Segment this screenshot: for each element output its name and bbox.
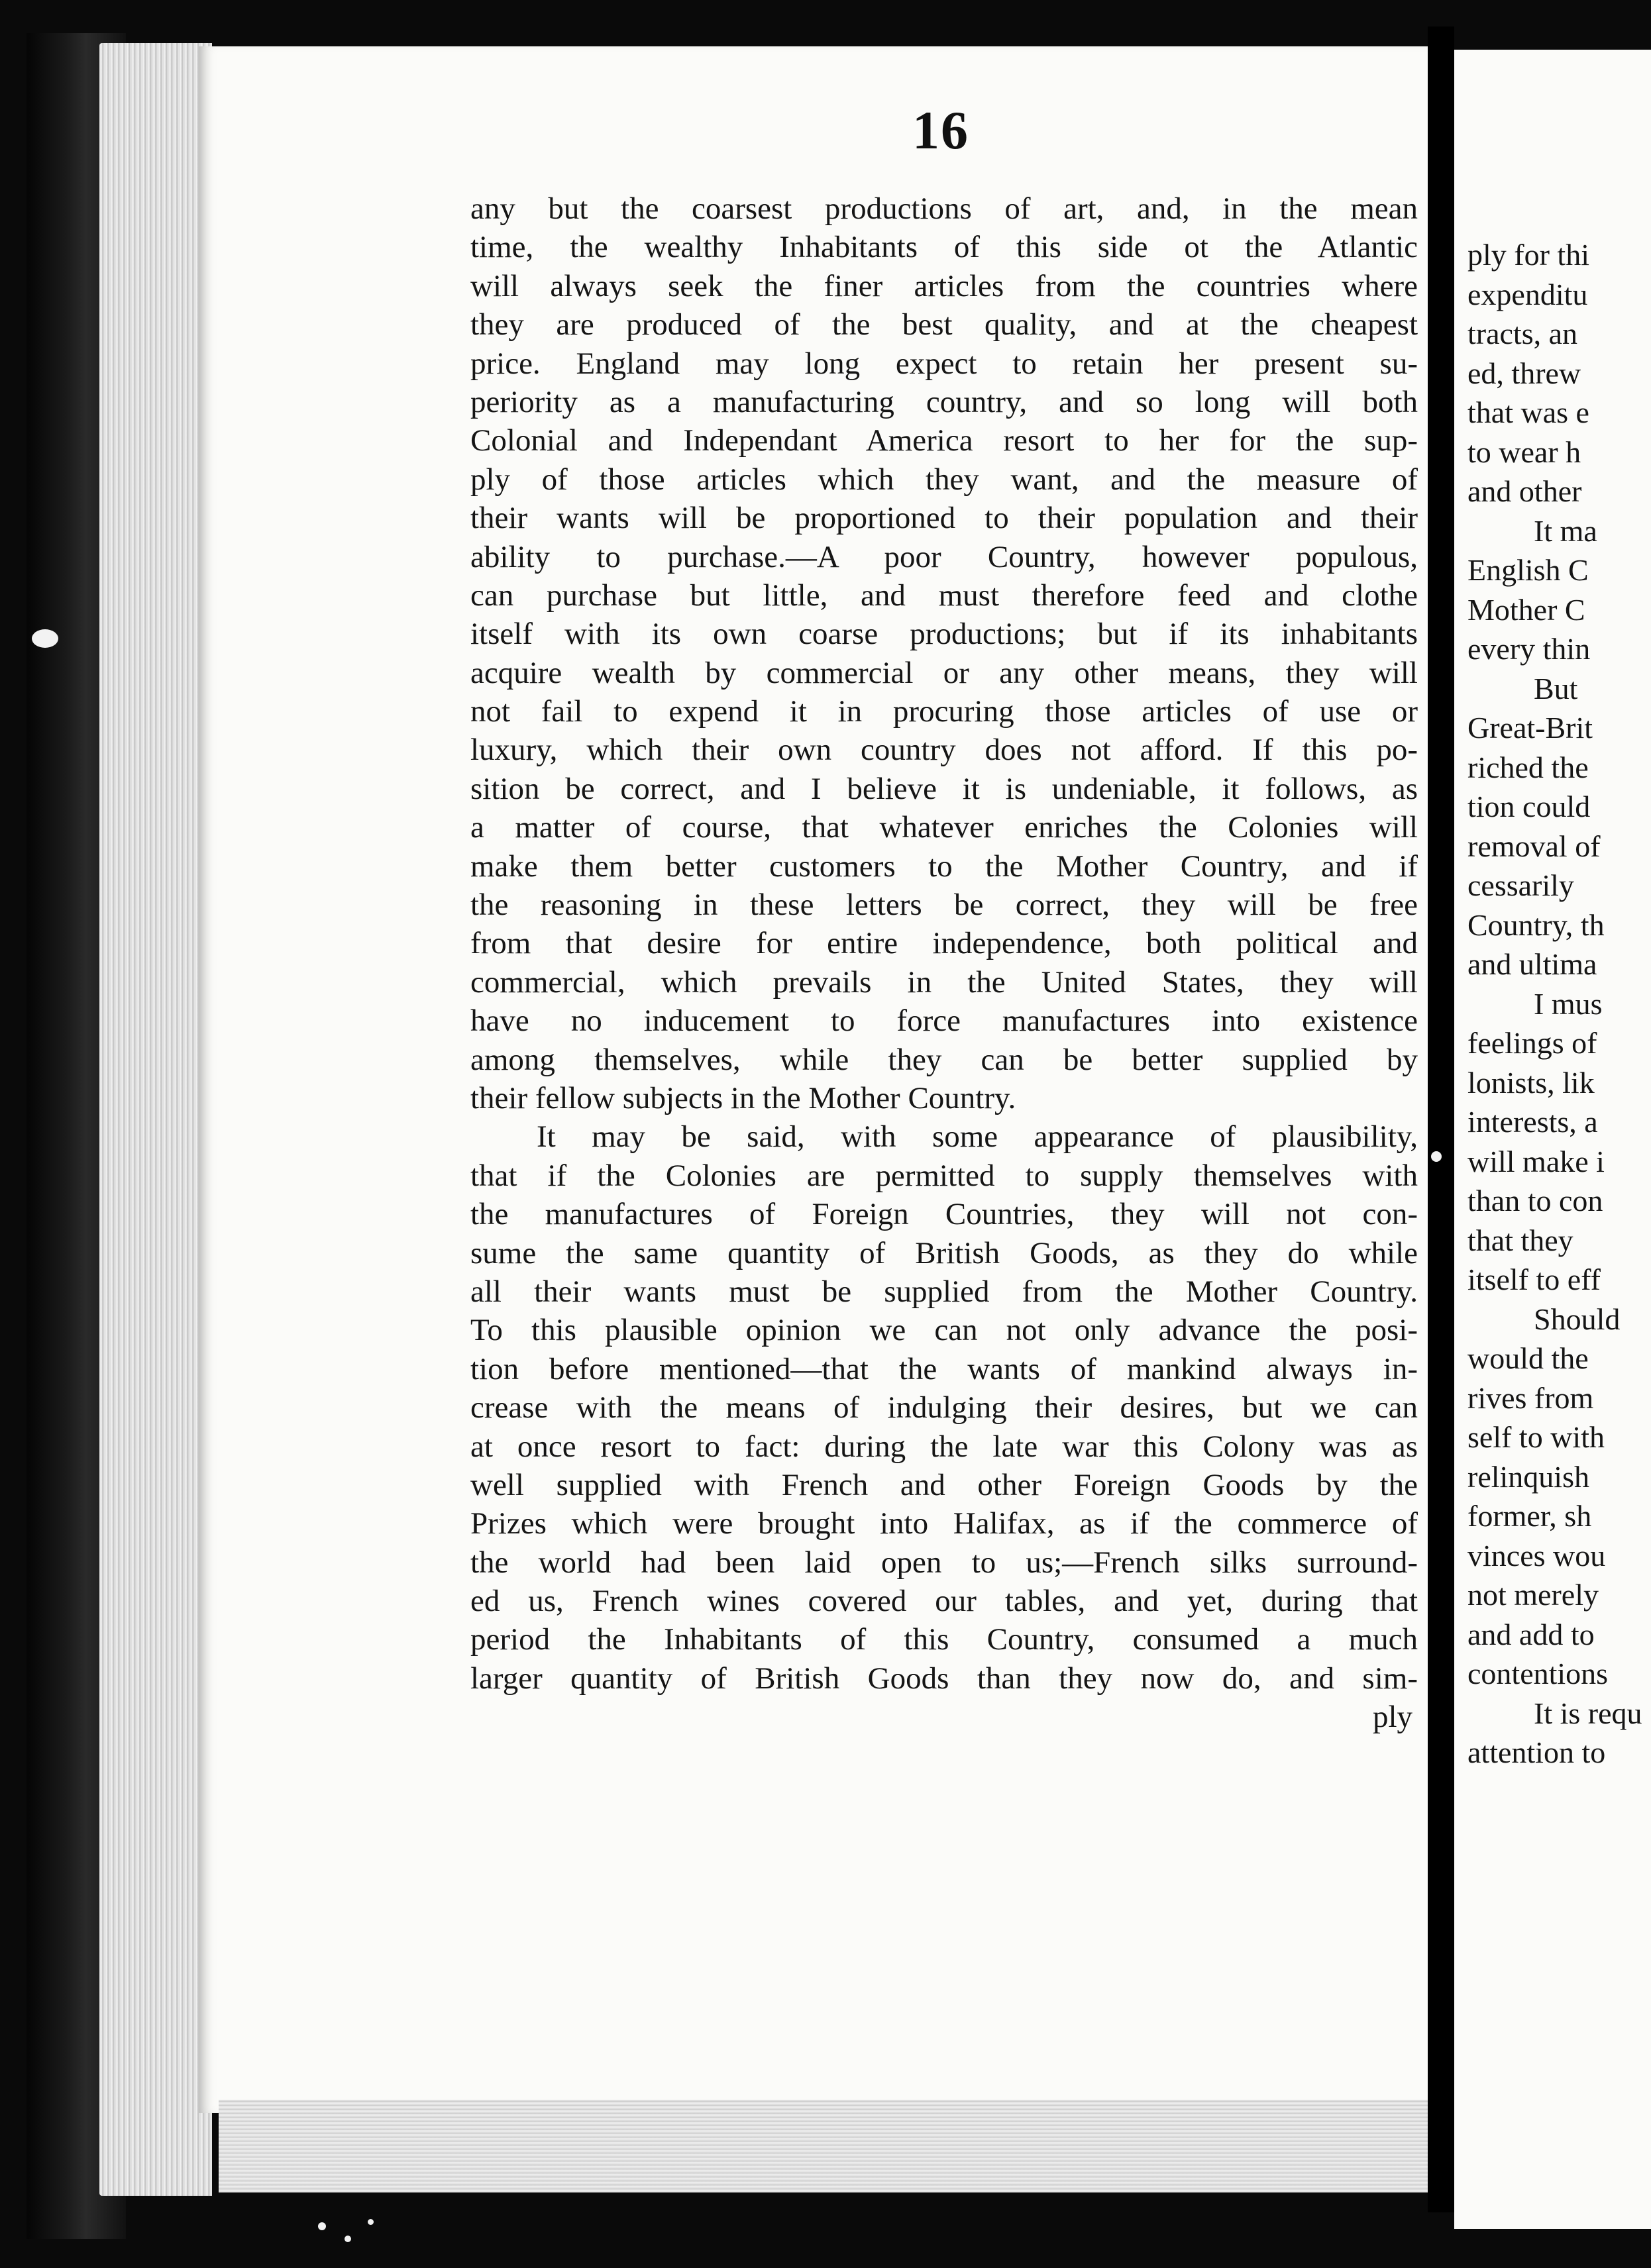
facing-text-line: I mus bbox=[1534, 986, 1603, 1021]
text-line: ability to purchase.—A poor Country, however populous, bbox=[470, 539, 1418, 574]
text-line: they are produced of the best quality, and at the cheapest bbox=[470, 307, 1418, 342]
page-body-text bbox=[470, 189, 1418, 1737]
facing-page-text bbox=[1467, 235, 1651, 1773]
facing-text-line: vinces wou bbox=[1467, 1538, 1606, 1572]
text-line: their wants will be proportioned to their population and their bbox=[470, 501, 1418, 536]
facing-text-line: It is requ bbox=[1534, 1696, 1642, 1730]
text-line: any but the coarsest productions of art, and, in the mean bbox=[470, 191, 1418, 226]
facing-text-line: But bbox=[1534, 671, 1578, 705]
facing-text-line: English C bbox=[1467, 553, 1589, 587]
facing-text-line: former, sh bbox=[1467, 1499, 1592, 1533]
text-line: the world had been laid open to us;—French silks surround- bbox=[470, 1545, 1418, 1580]
facing-text-line: tracts, an bbox=[1467, 317, 1578, 350]
facing-text-line: not merely bbox=[1467, 1578, 1599, 1612]
text-line: Prizes which were brought into Halifax, as if the commerce of bbox=[470, 1506, 1418, 1541]
facing-text-line: Should bbox=[1534, 1302, 1621, 1336]
facing-text-line: Great-Brit bbox=[1467, 711, 1593, 745]
book-gutter bbox=[1428, 26, 1454, 2212]
text-line: sition be correct, and I believe it is undeniable, it follows, as bbox=[470, 771, 1418, 806]
facing-text-line: relinquish bbox=[1467, 1459, 1589, 1494]
text-line: among themselves, while they can be better supplied by bbox=[470, 1042, 1418, 1077]
text-line: that if the Colonies are permitted to supply themselves with bbox=[470, 1158, 1418, 1193]
text-line: the manufactures of Foreign Countries, they will not con- bbox=[470, 1197, 1418, 1232]
text-line: will always seek the finer articles from the countries where bbox=[470, 268, 1418, 303]
facing-text-line: interests, a bbox=[1467, 1105, 1598, 1139]
facing-text-line: and other bbox=[1467, 474, 1582, 508]
page-stack-edge bbox=[99, 43, 212, 2196]
facing-text-line: attention to bbox=[1467, 1735, 1606, 1769]
text-line: can purchase but little, and must therefore feed and clothe bbox=[470, 578, 1418, 613]
facing-text-line: would the bbox=[1467, 1341, 1589, 1375]
facing-text-line: removal of bbox=[1467, 829, 1601, 863]
text-line: ed us, French wines covered our tables, and yet, during that bbox=[470, 1584, 1418, 1619]
text-line: all their wants must be supplied from the Mother Country. bbox=[470, 1274, 1418, 1309]
facing-text-line: riched the bbox=[1467, 750, 1589, 784]
facing-text-line: will make i bbox=[1467, 1144, 1605, 1178]
text-line: have no inducement to force manufactures into existence bbox=[470, 1004, 1418, 1039]
page-number: 16 bbox=[912, 100, 969, 160]
text-line: Colonial and Independant America resort to her for the sup- bbox=[470, 423, 1418, 458]
facing-text-line: every thin bbox=[1467, 632, 1591, 666]
paper-speck bbox=[368, 2219, 374, 2225]
text-line: itself with its own coarse productions; but if its inhabitants bbox=[470, 617, 1418, 652]
text-line: It may be said, with some appearance of plausibility, bbox=[537, 1119, 1418, 1155]
text-line: the reasoning in these letters be correct, they will be free bbox=[470, 888, 1418, 923]
facing-text-line: Country, th bbox=[1467, 907, 1605, 942]
text-line: well supplied with French and other Foreign Goods by the bbox=[470, 1467, 1418, 1502]
text-line: tion before mentioned—that the wants of mankind always in- bbox=[470, 1351, 1418, 1386]
text-line: sume the same quantity of British Goods, as they do while bbox=[470, 1235, 1418, 1270]
facing-text-line: cessarily bbox=[1467, 868, 1574, 902]
text-line: from that desire for entire independence, both political and bbox=[470, 926, 1418, 961]
page-stack-bottom bbox=[219, 2100, 1431, 2192]
text-line: periority as a manufacturing country, and so long will both bbox=[470, 384, 1418, 419]
facing-text-line: expenditu bbox=[1467, 277, 1588, 311]
text-line: period the Inhabitants of this Country, consumed a much bbox=[470, 1622, 1418, 1657]
facing-text-line: and ultima bbox=[1467, 947, 1597, 981]
facing-text-line: to wear h bbox=[1467, 435, 1581, 469]
facing-text-line: contentions bbox=[1467, 1657, 1609, 1690]
paper-speck bbox=[1431, 1151, 1442, 1162]
facing-text-line: Mother C bbox=[1467, 592, 1585, 627]
text-line: ply of those articles which they want, and the measure of bbox=[470, 462, 1418, 497]
text-line: commercial, which prevails in the United States, they will bbox=[470, 964, 1418, 1000]
paper-speck bbox=[345, 2236, 351, 2242]
facing-text-line: self to with bbox=[1467, 1420, 1605, 1454]
paper-speck bbox=[32, 629, 58, 648]
text-line: crease with the means of indulging their desires, but we can bbox=[470, 1390, 1418, 1425]
facing-page bbox=[1454, 50, 1651, 2229]
catchword: ply bbox=[1372, 1700, 1412, 1735]
text-line: their fellow subjects in the Mother Country. bbox=[470, 1080, 1016, 1115]
paper-speck bbox=[318, 2222, 326, 2230]
text-line: time, the wealthy Inhabitants of this side ot the Atlantic bbox=[470, 230, 1418, 265]
facing-text-line: that was e bbox=[1467, 395, 1589, 429]
facing-text-line: than to con bbox=[1467, 1184, 1603, 1217]
text-line: at once resort to fact: during the late war this Colony was as bbox=[470, 1429, 1418, 1464]
facing-text-line: that they bbox=[1467, 1223, 1573, 1257]
facing-text-line: and add to bbox=[1467, 1617, 1595, 1651]
facing-text-line: rives from bbox=[1467, 1380, 1594, 1415]
facing-text-line: lonists, lik bbox=[1467, 1065, 1595, 1100]
facing-text-line: It ma bbox=[1534, 513, 1597, 548]
text-line: luxury, which their own country does not afford. If this po- bbox=[470, 733, 1418, 768]
facing-text-line: tion could bbox=[1467, 790, 1591, 823]
facing-text-line: ed, threw bbox=[1467, 356, 1581, 390]
text-line: make them better customers to the Mother Country, and if bbox=[470, 849, 1418, 884]
text-line: not fail to expend it in procuring those articles of use or bbox=[470, 694, 1418, 729]
text-line: price. England may long expect to retain her present su- bbox=[470, 346, 1418, 381]
text-line: larger quantity of British Goods than they now do, and sim- bbox=[470, 1661, 1418, 1696]
text-line: To this plausible opinion we can not only advance the posi- bbox=[470, 1313, 1418, 1348]
text-line: a matter of course, that whatever enriches the Colonies will bbox=[470, 810, 1418, 845]
facing-text-line: feelings of bbox=[1467, 1026, 1597, 1060]
text-line: acquire wealth by commercial or any other means, they will bbox=[470, 655, 1418, 690]
facing-text-line: itself to eff bbox=[1467, 1263, 1601, 1296]
facing-text-line: ply for thi bbox=[1467, 238, 1589, 272]
